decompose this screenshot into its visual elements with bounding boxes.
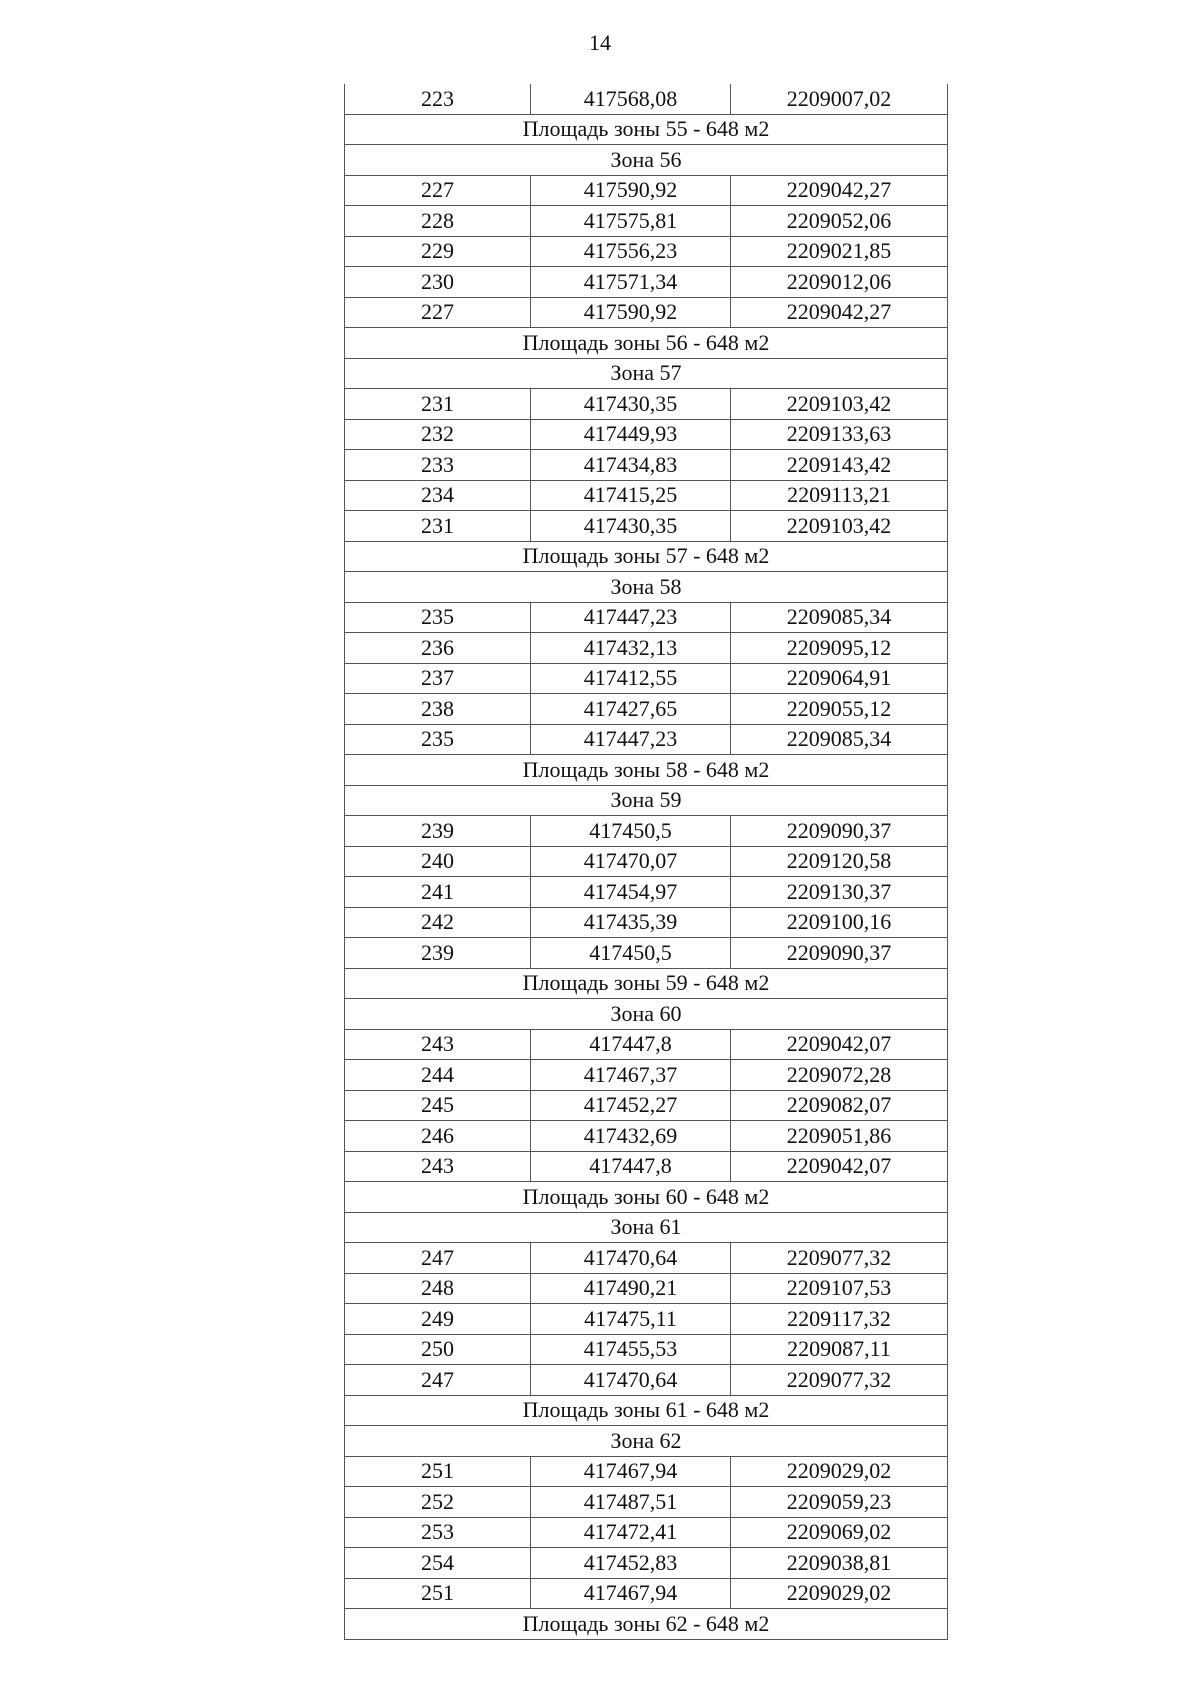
table-row [345, 206, 948, 237]
table-row [345, 1548, 948, 1579]
zone-area-row [345, 968, 948, 999]
x-coordinate-cell: 417475,11 [531, 1304, 731, 1335]
y-coordinate-cell: 2209143,42 [731, 450, 948, 481]
point-number-cell: 247 [345, 1365, 531, 1396]
table-row [345, 1090, 948, 1121]
point-number-cell: 239 [345, 938, 531, 969]
table-row [345, 663, 948, 694]
y-coordinate-cell: 2209042,27 [731, 297, 948, 328]
table-row [345, 297, 948, 328]
zone-area-row [345, 328, 948, 359]
table-row [345, 1243, 948, 1274]
zone-area-row [345, 1609, 948, 1640]
x-coordinate-cell: 417470,64 [531, 1365, 731, 1396]
x-coordinate-cell: 417450,5 [531, 816, 731, 847]
zone-title: Зона 61 [345, 1212, 948, 1243]
point-number-cell: 248 [345, 1273, 531, 1304]
coordinates-table-body [345, 84, 948, 1639]
x-coordinate-cell: 417432,13 [531, 633, 731, 664]
y-coordinate-cell: 2209113,21 [731, 480, 948, 511]
x-coordinate-cell: 417415,25 [531, 480, 731, 511]
table-row [345, 1060, 948, 1091]
point-number-cell: 227 [345, 175, 531, 206]
x-coordinate-cell: 417472,41 [531, 1517, 731, 1548]
point-number-cell: 251 [345, 1456, 531, 1487]
point-number-cell: 235 [345, 724, 531, 755]
page-number: 14 [589, 30, 611, 55]
point-number-cell: 231 [345, 389, 531, 420]
table-row [345, 1456, 948, 1487]
zone-title: Зона 60 [345, 999, 948, 1030]
x-coordinate-cell: 417556,23 [531, 236, 731, 267]
point-number-cell: 246 [345, 1121, 531, 1152]
y-coordinate-cell: 2209042,27 [731, 175, 948, 206]
point-number-cell: 253 [345, 1517, 531, 1548]
point-number-cell: 245 [345, 1090, 531, 1121]
point-number-cell: 247 [345, 1243, 531, 1274]
y-coordinate-cell: 2209133,63 [731, 419, 948, 450]
x-coordinate-cell: 417571,34 [531, 267, 731, 298]
x-coordinate-cell: 417430,35 [531, 511, 731, 542]
point-number-cell: 232 [345, 419, 531, 450]
y-coordinate-cell: 2209077,32 [731, 1365, 948, 1396]
point-number-cell: 229 [345, 236, 531, 267]
point-number-cell: 250 [345, 1334, 531, 1365]
y-coordinate-cell: 2209090,37 [731, 816, 948, 847]
point-number-cell: 236 [345, 633, 531, 664]
table-row [345, 1487, 948, 1518]
x-coordinate-cell: 417452,27 [531, 1090, 731, 1121]
y-coordinate-cell: 2209100,16 [731, 907, 948, 938]
table-row [345, 846, 948, 877]
point-number-cell: 231 [345, 511, 531, 542]
x-coordinate-cell: 417430,35 [531, 389, 731, 420]
table-row [345, 1304, 948, 1335]
y-coordinate-cell: 2209059,23 [731, 1487, 948, 1518]
x-coordinate-cell: 417490,21 [531, 1273, 731, 1304]
zone-title: Зона 57 [345, 358, 948, 389]
table-row [345, 267, 948, 298]
point-number-cell: 234 [345, 480, 531, 511]
y-coordinate-cell: 2209117,32 [731, 1304, 948, 1335]
point-number-cell: 251 [345, 1578, 531, 1609]
y-coordinate-cell: 2209051,86 [731, 1121, 948, 1152]
table-row [345, 1334, 948, 1365]
table-row [345, 724, 948, 755]
x-coordinate-cell: 417427,65 [531, 694, 731, 725]
y-coordinate-cell: 2209012,06 [731, 267, 948, 298]
zone-header-row [345, 572, 948, 603]
point-number-cell: 249 [345, 1304, 531, 1335]
x-coordinate-cell: 417590,92 [531, 175, 731, 206]
x-coordinate-cell: 417432,69 [531, 1121, 731, 1152]
zone-area-row [345, 1395, 948, 1426]
y-coordinate-cell: 2209087,11 [731, 1334, 948, 1365]
table-row [345, 84, 948, 114]
zone-header-row [345, 1426, 948, 1457]
zone-area-text: Площадь зоны 55 - 648 м2 [345, 114, 948, 145]
point-number-cell: 230 [345, 267, 531, 298]
x-coordinate-cell: 417590,92 [531, 297, 731, 328]
zone-area-text: Площадь зоны 59 - 648 м2 [345, 968, 948, 999]
y-coordinate-cell: 2209090,37 [731, 938, 948, 969]
y-coordinate-cell: 2209042,07 [731, 1151, 948, 1182]
y-coordinate-cell: 2209064,91 [731, 663, 948, 694]
zone-header-row [345, 145, 948, 176]
zone-area-row [345, 541, 948, 572]
y-coordinate-cell: 2209120,58 [731, 846, 948, 877]
point-number-cell: 227 [345, 297, 531, 328]
point-number-cell: 237 [345, 663, 531, 694]
y-coordinate-cell: 2209052,06 [731, 206, 948, 237]
x-coordinate-cell: 417487,51 [531, 1487, 731, 1518]
point-number-cell: 235 [345, 602, 531, 633]
table-row [345, 1578, 948, 1609]
x-coordinate-cell: 417575,81 [531, 206, 731, 237]
table-row [345, 419, 948, 450]
table-row [345, 633, 948, 664]
table-row [345, 1273, 948, 1304]
x-coordinate-cell: 417447,23 [531, 724, 731, 755]
y-coordinate-cell: 2209072,28 [731, 1060, 948, 1091]
x-coordinate-cell: 417450,5 [531, 938, 731, 969]
zone-area-text: Площадь зоны 58 - 648 м2 [345, 755, 948, 786]
table-row [345, 1517, 948, 1548]
x-coordinate-cell: 417412,55 [531, 663, 731, 694]
y-coordinate-cell: 2209077,32 [731, 1243, 948, 1274]
table-row [345, 877, 948, 908]
x-coordinate-cell: 417447,8 [531, 1029, 731, 1060]
point-number-cell: 243 [345, 1029, 531, 1060]
y-coordinate-cell: 2209038,81 [731, 1548, 948, 1579]
table-row [345, 938, 948, 969]
zone-area-row [345, 1182, 948, 1213]
y-coordinate-cell: 2209085,34 [731, 602, 948, 633]
zone-area-text: Площадь зоны 61 - 648 м2 [345, 1395, 948, 1426]
point-number-cell: 241 [345, 877, 531, 908]
x-coordinate-cell: 417447,23 [531, 602, 731, 633]
x-coordinate-cell: 417470,07 [531, 846, 731, 877]
point-number-cell: 238 [345, 694, 531, 725]
zone-title: Зона 62 [345, 1426, 948, 1457]
y-coordinate-cell: 2209085,34 [731, 724, 948, 755]
table-row [345, 1029, 948, 1060]
y-coordinate-cell: 2209055,12 [731, 694, 948, 725]
x-coordinate-cell: 417467,94 [531, 1456, 731, 1487]
x-coordinate-cell: 417449,93 [531, 419, 731, 450]
point-number-cell: 233 [345, 450, 531, 481]
table-row [345, 694, 948, 725]
table-row [345, 602, 948, 633]
zone-area-text: Площадь зоны 57 - 648 м2 [345, 541, 948, 572]
y-coordinate-cell: 2209095,12 [731, 633, 948, 664]
table-row [345, 511, 948, 542]
table-row [345, 175, 948, 206]
table-row [345, 236, 948, 267]
point-number-cell: 243 [345, 1151, 531, 1182]
y-coordinate-cell: 2209103,42 [731, 511, 948, 542]
point-number-cell: 254 [345, 1548, 531, 1579]
y-coordinate-cell: 2209082,07 [731, 1090, 948, 1121]
zone-area-text: Площадь зоны 62 - 648 м2 [345, 1609, 948, 1640]
table-row [345, 1365, 948, 1396]
y-coordinate-cell: 2209069,02 [731, 1517, 948, 1548]
y-coordinate-cell: 2209107,53 [731, 1273, 948, 1304]
x-coordinate-cell: 417568,08 [531, 84, 731, 114]
zone-header-row [345, 358, 948, 389]
table-row [345, 1151, 948, 1182]
table-row [345, 450, 948, 481]
zone-title: Зона 56 [345, 145, 948, 176]
zone-area-text: Площадь зоны 60 - 648 м2 [345, 1182, 948, 1213]
point-number-cell: 242 [345, 907, 531, 938]
y-coordinate-cell: 2209130,37 [731, 877, 948, 908]
zone-area-row [345, 114, 948, 145]
table-row [345, 480, 948, 511]
y-coordinate-cell: 2209029,02 [731, 1578, 948, 1609]
x-coordinate-cell: 417455,53 [531, 1334, 731, 1365]
table-row [345, 1121, 948, 1152]
y-coordinate-cell: 2209029,02 [731, 1456, 948, 1487]
table-row [345, 907, 948, 938]
point-number-cell: 240 [345, 846, 531, 877]
zone-header-row [345, 1212, 948, 1243]
zone-header-row [345, 785, 948, 816]
x-coordinate-cell: 417452,83 [531, 1548, 731, 1579]
x-coordinate-cell: 417470,64 [531, 1243, 731, 1274]
zone-area-text: Площадь зоны 56 - 648 м2 [345, 328, 948, 359]
coordinates-table [344, 84, 948, 1640]
table-row [345, 816, 948, 847]
point-number-cell: 244 [345, 1060, 531, 1091]
zone-title: Зона 58 [345, 572, 948, 603]
x-coordinate-cell: 417467,37 [531, 1060, 731, 1091]
zone-title: Зона 59 [345, 785, 948, 816]
y-coordinate-cell: 2209042,07 [731, 1029, 948, 1060]
table-row [345, 389, 948, 420]
y-coordinate-cell: 2209103,42 [731, 389, 948, 420]
y-coordinate-cell: 2209007,02 [731, 84, 948, 114]
point-number-cell: 223 [345, 84, 531, 114]
x-coordinate-cell: 417434,83 [531, 450, 731, 481]
x-coordinate-cell: 417435,39 [531, 907, 731, 938]
point-number-cell: 252 [345, 1487, 531, 1518]
point-number-cell: 239 [345, 816, 531, 847]
y-coordinate-cell: 2209021,85 [731, 236, 948, 267]
x-coordinate-cell: 417447,8 [531, 1151, 731, 1182]
zone-header-row [345, 999, 948, 1030]
point-number-cell: 228 [345, 206, 531, 237]
x-coordinate-cell: 417467,94 [531, 1578, 731, 1609]
x-coordinate-cell: 417454,97 [531, 877, 731, 908]
zone-area-row [345, 755, 948, 786]
